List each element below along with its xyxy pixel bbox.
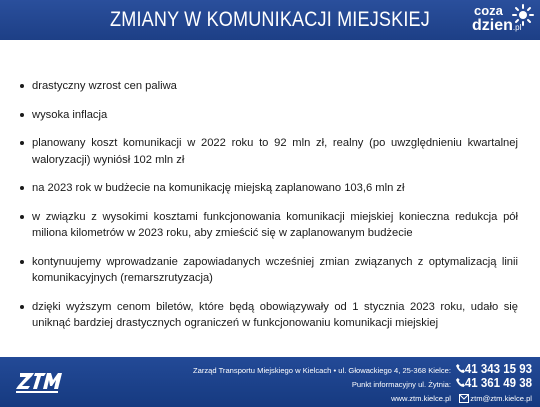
bullet-text: planowany koszt komunikacji w 2022 roku to 92 mln zł, realny (po uwzględnieniu kwartalnej waloryzacji) wyniósł 102 mln zł — [32, 137, 518, 166]
list-item — [20, 135, 518, 168]
footer-info-point: Punkt informacyjny ul. Żytnia: — [351, 380, 451, 389]
bullet-text: wysoka inflacja — [32, 108, 108, 121]
bullet-dot — [20, 141, 24, 145]
email-link[interactable]: ztm@ztm.kielce.pl — [470, 394, 532, 403]
bullet-text: kontynuujemy wprowadzanie zapowiadanych wcześniej zmian związanych z optymalizacją linii komunikacyjnych (remarszrutyzacja) — [32, 255, 518, 284]
logo-text-main: dzien — [472, 17, 513, 34]
footer-bar — [0, 357, 540, 407]
logo-text-top: coza — [474, 3, 503, 18]
list-item — [20, 107, 518, 124]
list-item — [20, 78, 518, 95]
logo-text-suffix: .pl — [512, 23, 522, 32]
header-bar — [0, 0, 540, 40]
bullet-dot — [20, 186, 24, 190]
website-link[interactable]: www.ztm.kielce.pl — [391, 394, 451, 403]
bullet-text: dzięki wyższym cenom biletów, które będą obowiązywały od 1 stycznia 2023 roku, udało się uniknąć bardziej drastycznych ograniczeń w funkcjonowaniu komunikacji miejskiej — [32, 300, 518, 329]
bullet-dot — [20, 260, 24, 264]
bullet-dot — [20, 84, 24, 88]
phone-icon — [456, 378, 465, 387]
list-item — [20, 180, 518, 197]
page-title: ZMIANY W KOMUNIKACJI MIEJSKIEJ — [110, 8, 430, 31]
mail-icon — [459, 394, 469, 403]
sun-icon — [512, 4, 534, 26]
phone-number-info: 41 361 49 38 — [464, 376, 532, 390]
cozadzien-logo — [472, 4, 534, 38]
phone-icon — [456, 364, 465, 373]
footer-address: Zarząd Transportu Miejskiego w Kielcach • ul. Głowackiego 4, 25-368 Kielce: — [192, 366, 451, 375]
ztm-logo — [16, 370, 62, 394]
bullet-text: drastyczny wzrost cen paliwa — [32, 80, 177, 92]
bullet-text: na 2023 rok w budżecie na komunikację miejską zaplanowano 103,6 mln zł — [32, 182, 405, 194]
bullet-dot — [20, 113, 24, 117]
bullet-list — [20, 78, 518, 344]
phone-number-main: 41 343 15 93 — [464, 362, 532, 376]
bullet-dot — [20, 215, 24, 219]
list-item — [20, 254, 518, 287]
list-item — [20, 209, 518, 242]
list-item — [20, 299, 518, 332]
bullet-dot — [20, 305, 24, 309]
bullet-text: w związku z wysokimi kosztami funkcjonowania komunikacji miejskiej konieczna redukcja pół miliona kilometrów w 2023 roku, aby zmieścić się w zaplanowanym budżecie — [32, 210, 518, 239]
